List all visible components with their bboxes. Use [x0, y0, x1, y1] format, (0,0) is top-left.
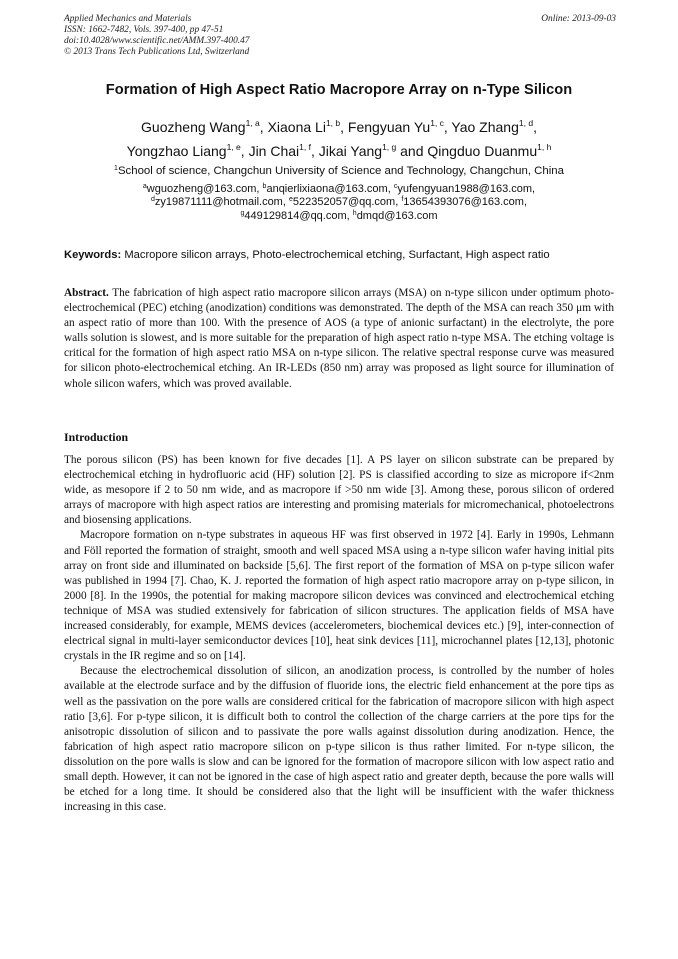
author: Qingduo Duanmu$^{1, h}$	[427, 142, 552, 159]
abstract-label: Abstract.	[64, 287, 109, 299]
email: $^c$yufengyuan1988@163.com,	[393, 183, 536, 195]
paper-title: Formation of High Aspect Ratio Macropore Array on n-Type Silicon	[105, 82, 573, 98]
abstract-text: The fabrication of high aspect ratio macropore silicon arrays (MSA) on n-type silicon under optimum photo-electrochemical (PEC) etching (anodization) conditions was demonstrated. The depth of the MSA can reach 350 μm with an aspect ratio of more than 100. With the presence of AOS (a type of anionic surfactant) in the electrolyte, the pore walls solution is slowest, and is more suitable for the preparation of high aspect ratio n-type MSA. The etching voltage is critical for the formation of high aspect ratio MSA on n-type silicon. The relative spectral response curve was measured for silicon photo-electrochemical etching. An IR-LEDs (850 nm) array was proposed as light source for illumination of whole silicon wafers, which was proved available.	[64, 287, 614, 390]
affiliation	[40, 165, 638, 177]
email-list	[40, 183, 638, 223]
paragraph: Macropore formation on n-type substrates in aqueous HF was first observed in 1972 [4]. Early in 1990s, Lehmann and Föll reported the formation of straight, smooth and well spaced MSA using a n-type silicon wafer having initial pits array on front side and illuminated on backside [5,6]. The first report of the formation of MSA on p-type silicon wafer was published in 1994 [7]. Chao, K. J. reported the formation of high aspect ratio macropore array on p-type silicon, in 2000 [8]. In the 1990s, the potential for making macropore silicon devices was convinced and electrochemical etching technique of MSA was studied extensively for fabrication of silicon structures. The application fields of MSA have increased considerably, for example, MEMS devices (accelerometers, biochemical devices etc.) [9], inter-connection of electrical signal in multi-layer semiconductor devices [10], heat sink devices [11], microchannel plates [12,13], photonic crystals in the IR regime and so on [14].	[64, 529, 614, 663]
journal-copyright: © 2013 Trans Tech Publications Ltd, Switzerland	[64, 47, 250, 57]
email: $^g$449129814@qq.com,	[240, 209, 353, 222]
author: Xiaona Li$^{1, b}$,	[267, 118, 348, 135]
paragraph: Because the electrochemical dissolution of silicon, an anodization process, is controlled by the number of holes available at the electrode surface and by the diffusion of fluoride ions, the electric field enhancement at the pore tips as well as the passivation on the pore walls are considered critical for the fabrication of macropore silicon with high aspect ratio [3,6]. For p-type silicon, it is difficult both to control the collection of the charge carriers at the pore tips for the anisotropic dissolution of silicon and to passivate the pore walls against dissolution during anodization. Hence, the fabrication of high aspect ratio macropore silicon on p-type silicon is thus rather limited. For n-type silicon, the dissolution on the pore walls is slow and can be ignored for the formation of macropore silicon with low aspect ratio and small depth. However, it can not be ignored in the case of high aspect ratio and greater depth, because the pore walls will be etched for a long time. It should be considered also that the light will be insufficient with the wafer thickness increasing in this case.	[64, 665, 614, 814]
affiliation-text: School of science, Changchun University of Science and Technology, Changchun, China	[117, 165, 564, 177]
author: Fengyuan Yu$^{1, c}$,	[347, 118, 452, 135]
journal-issn: ISSN: 1662-7482, Vols. 397-400, pp 47-51	[64, 25, 224, 35]
email: $^h$dmqd@163.com	[352, 209, 438, 222]
keywords-label: Keywords:	[64, 249, 122, 261]
author: Guozheng Wang$^{1, a}$,	[141, 118, 268, 135]
keywords	[64, 249, 624, 261]
introduction-body	[64, 453, 614, 815]
email: $^f$13654393076@163.com,	[401, 196, 527, 209]
section-heading-introduction: Introduction	[64, 430, 129, 444]
author: Yongzhao Liang$^{1, e}$,	[126, 142, 249, 159]
online-date: Online: 2013-09-03	[541, 14, 616, 24]
author: Jin Chai$^{1, f}$,	[248, 142, 319, 159]
email: $^d$zy19871111@hotmail.com,	[150, 196, 289, 209]
author: Yao Zhang$^{1, d}$,	[451, 118, 537, 135]
email: $^a$wguozheng@163.com,	[142, 183, 263, 195]
paragraph: The porous silicon (PS) has been known for five decades [1]. A PS layer on silicon substrate can be prepared by electrochemical etching in hydrofluoric acid (HF) solution [2]. PS is classified according to size as micropore if<2nm wide, as mesopore if 2 to 50 nm wide, and as macropore if >50 nm wide [3]. Among these, porous silicon of ordered arrays of macropore with high aspect ratios are interesting and promising materials for micromechanical, photoelectrons and biosensing applications.	[64, 454, 614, 527]
journal-doi: doi:10.4028/www.scientific.net/AMM.397-400.47	[64, 36, 250, 46]
journal-header	[64, 14, 616, 58]
email: $^b$anqierlixiaona@163.com,	[262, 183, 394, 195]
keywords-text: Macropore silicon arrays, Photo-electrochemical etching, Surfactant, High aspect ratio	[124, 249, 550, 261]
affiliation-marker: 1	[114, 165, 118, 172]
author: Jikai Yang$^{1, g}$ and	[318, 142, 428, 159]
email: $^e$522352057@qq.com,	[288, 196, 402, 209]
abstract	[64, 286, 614, 392]
journal-name: Applied Mechanics and Materials	[64, 14, 192, 24]
author-list	[40, 115, 638, 163]
